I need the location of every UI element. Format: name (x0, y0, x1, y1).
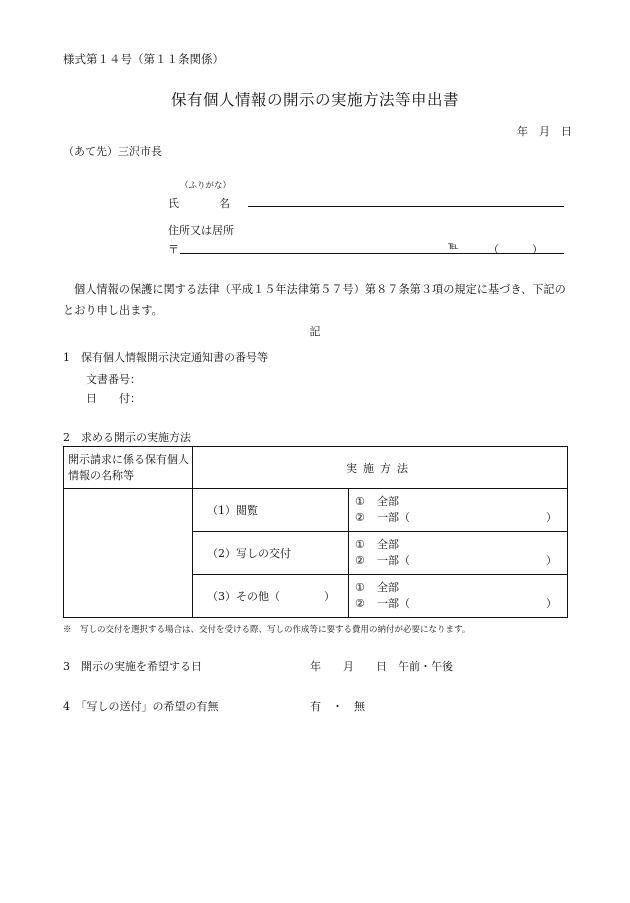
method-copy: （2）写しの交付 (193, 532, 349, 575)
method-copy-options[interactable] (349, 532, 568, 575)
date-line: 年 月 日 (517, 125, 572, 138)
copy-fee-note: ※ 写しの交付を選択する場合は、交付を受ける際、写しの作成等に要する費用の納付が必要になります。 (63, 625, 471, 635)
desired-date-value[interactable]: 年 月 日 午前・午後 (310, 660, 453, 673)
option-partial[interactable]: 一部（ (377, 554, 410, 567)
option-number: ① (355, 538, 365, 551)
mailing-choice[interactable]: 有 ・ 無 (310, 700, 365, 713)
section1-heading: 1 保有個人情報開示決定通知書の番号等 (63, 351, 268, 364)
body-text: 個人情報の保護に関する法律（平成１５年法律第５７号）第８７条第３項の規定に基づき、下記のとおり申し出ます。 (63, 283, 566, 317)
option-number: ② (355, 511, 365, 524)
option-partial[interactable]: 一部（ (377, 511, 410, 524)
paren-close: ） (546, 597, 557, 610)
name-label-second: 名 (219, 197, 230, 210)
option-number: ① (355, 495, 365, 508)
option-all[interactable]: 全部 (377, 495, 399, 508)
postal-mark: 〒 (168, 243, 179, 256)
notice-date-label: 日 付： (86, 392, 141, 405)
tel-paren: （ ） (488, 243, 543, 256)
option-partial[interactable]: 一部（ (377, 597, 410, 610)
form-number: 様式第１４号（第１１条関係） (63, 52, 224, 66)
paren-close: ） (546, 511, 557, 524)
header-method: 実施方法 (193, 447, 568, 489)
disclosure-method-table (63, 446, 568, 618)
section4-heading: 4 「写しの送付」の希望の有無 (63, 700, 219, 713)
name-label (168, 195, 230, 211)
ki-mark: 記 (309, 325, 321, 338)
document-number-label: 文書番号： (86, 373, 141, 386)
method-view: （1）閲覧 (193, 489, 349, 532)
addressee: （あて先）三沢市長 (63, 145, 162, 158)
section3-heading: 3 開示の実施を希望する日 (63, 660, 202, 673)
option-number: ② (355, 597, 365, 610)
option-number: ① (355, 581, 365, 594)
option-all[interactable]: 全部 (377, 538, 399, 551)
address-label: 住所又は居所 (168, 224, 234, 237)
option-all[interactable]: 全部 (377, 581, 399, 594)
furigana-label: （ふりがな） (180, 181, 232, 191)
header-info-name: 開示請求に係る保有個人情報の名称等 (64, 447, 193, 489)
section2-heading: 2 求める開示の実施方法 (63, 431, 191, 444)
method-other: （3）その他（ ） (193, 575, 349, 618)
name-label-first: 氏 (168, 197, 179, 210)
info-name-cell[interactable] (64, 489, 193, 618)
method-view-options[interactable] (349, 489, 568, 532)
document-title: 保有個人情報の開示の実施方法等申出書 (170, 91, 459, 109)
option-number: ② (355, 554, 365, 567)
method-other-options[interactable] (349, 575, 568, 618)
tel-mark: ℡ (448, 241, 459, 252)
name-underline[interactable] (248, 206, 564, 207)
paren-close: ） (546, 554, 557, 567)
